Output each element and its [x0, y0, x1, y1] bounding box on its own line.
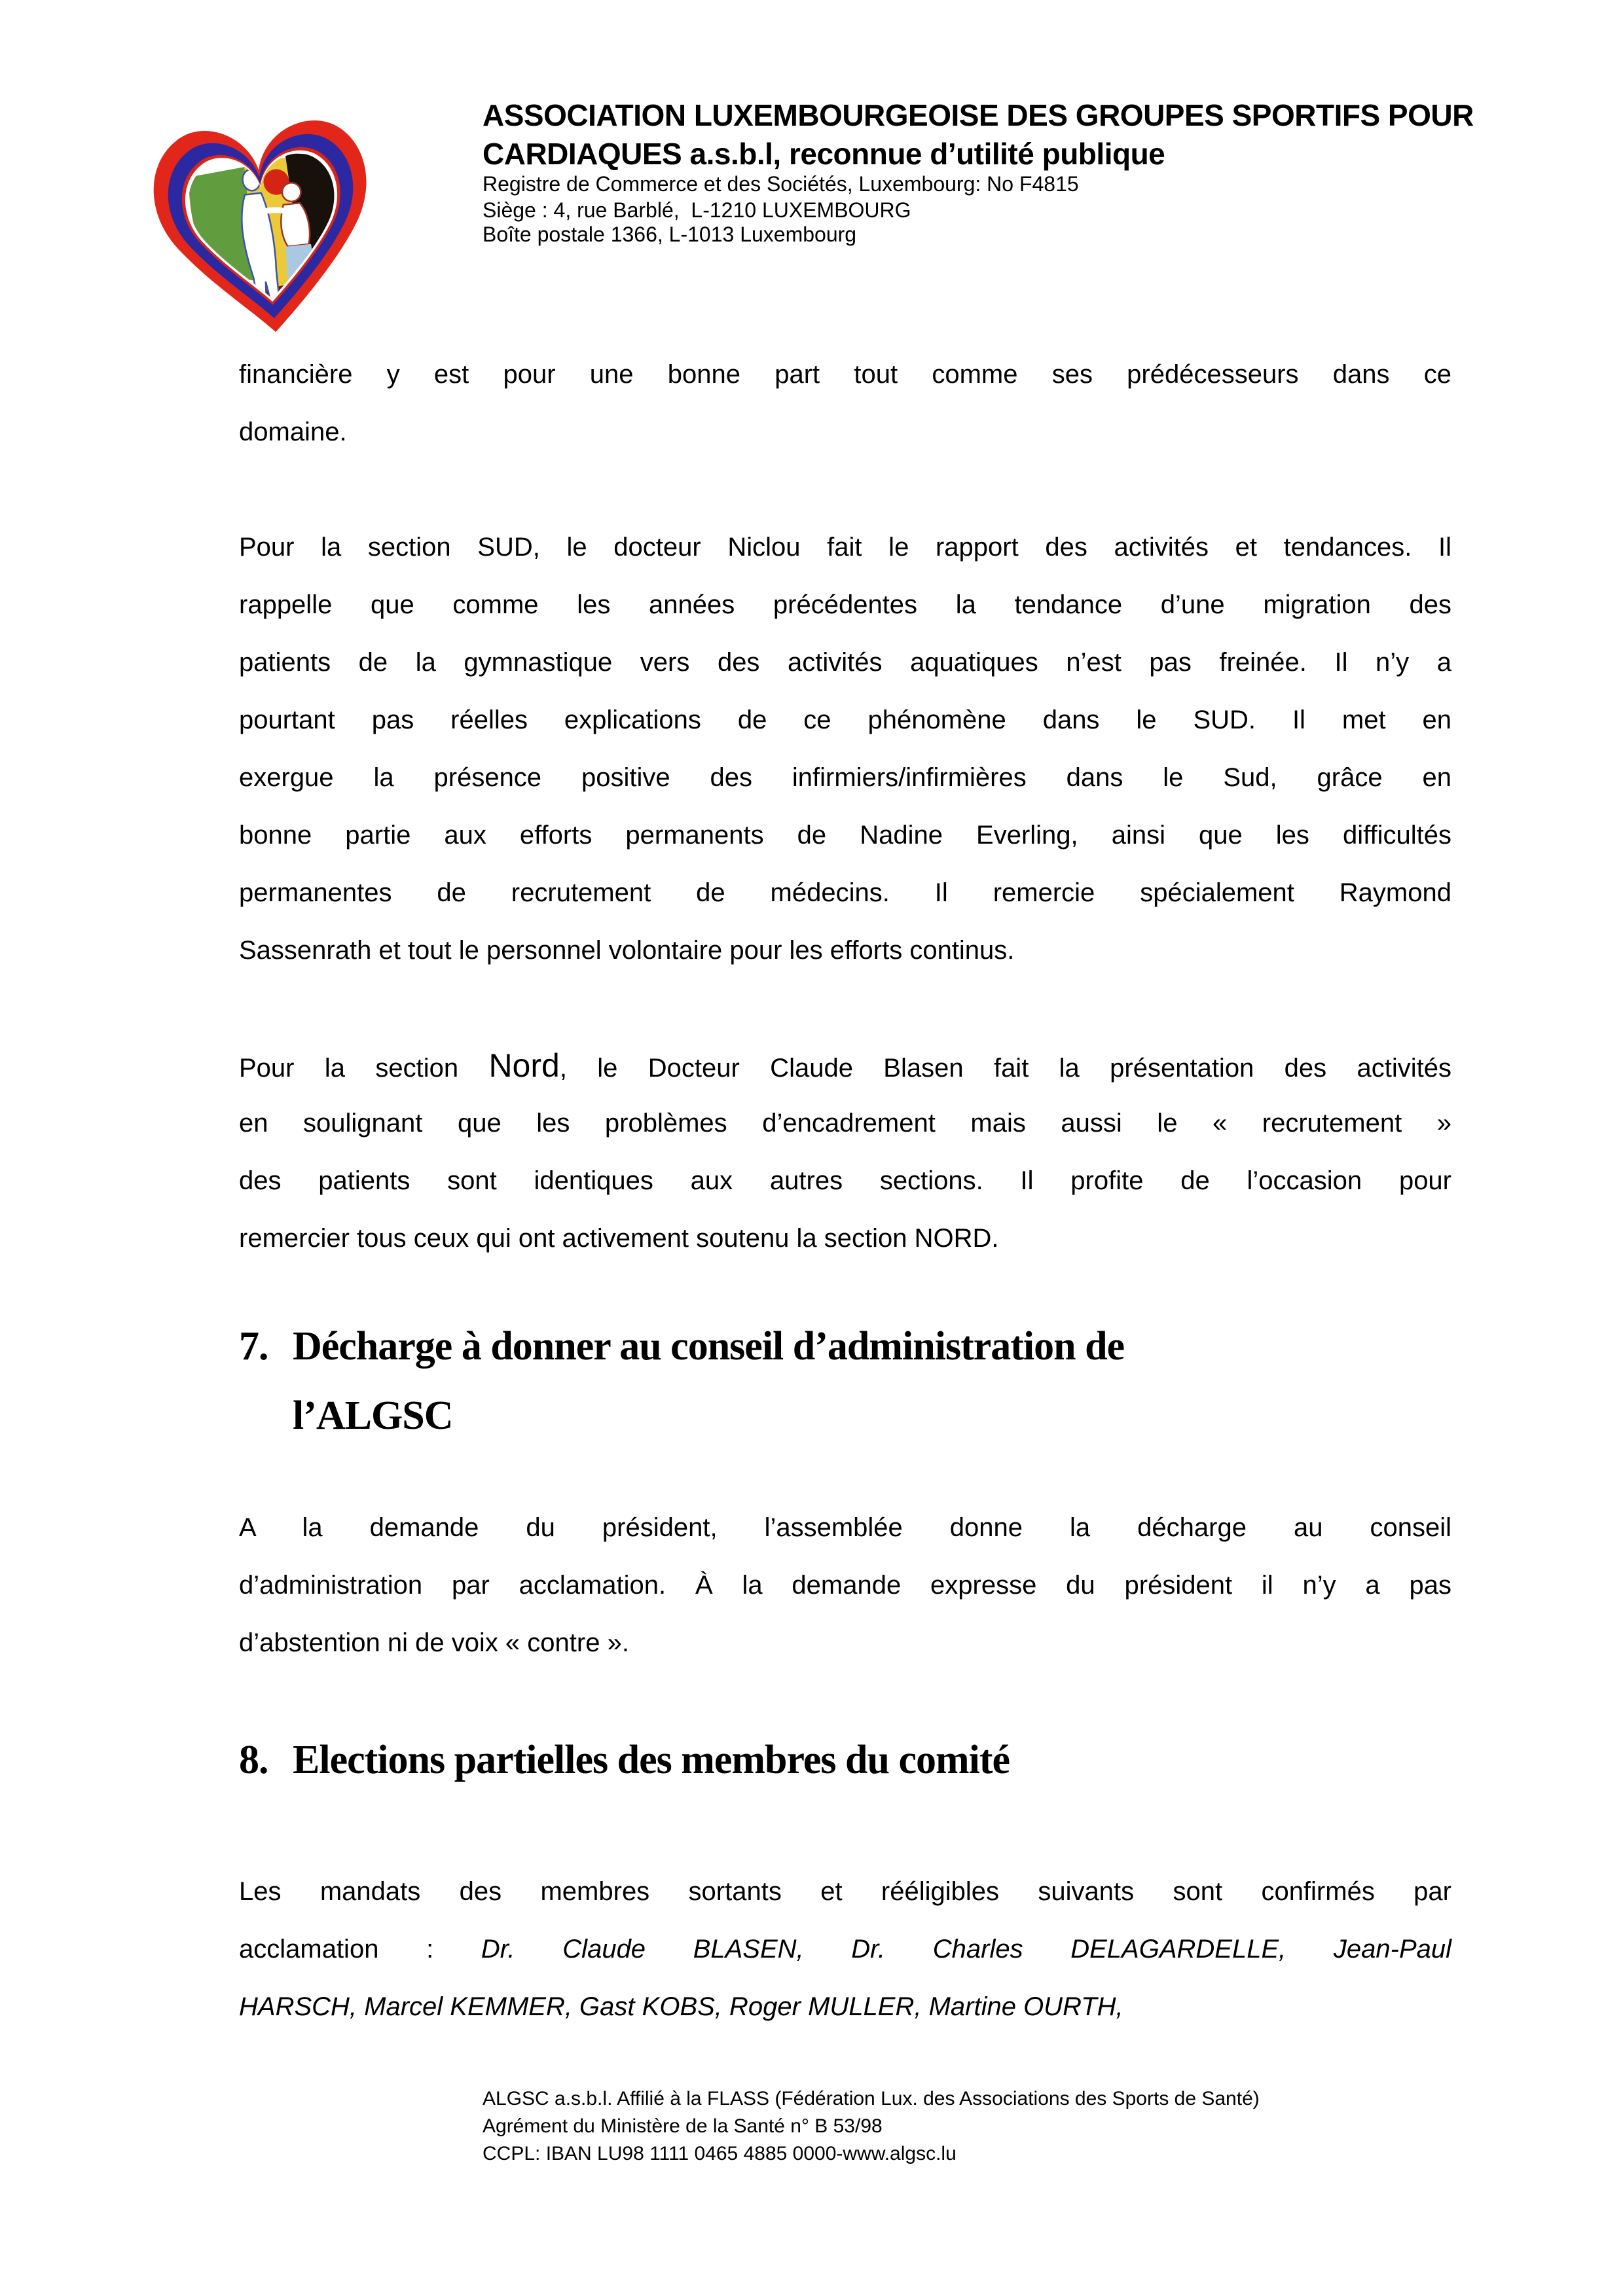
section-heading-7 [239, 1312, 1451, 1450]
document-footer [483, 2085, 1260, 2168]
heart-dancers-logo-icon [148, 97, 381, 362]
text-line: bonne partie aux efforts permanents de Nadine Everling, ainsi que les difficultés [239, 821, 1451, 850]
text-line [239, 1037, 1451, 1094]
text-line: Sassenrath et tout le personnel volontaire pour les efforts continus. [239, 936, 1015, 965]
heading-number: 8. [239, 1738, 268, 1782]
text-segment: , le Docteur Claude Blasen fait la présentation des activités [559, 1054, 1451, 1083]
text-line: Les mandats des membres sortants et rééligibles suivants sont confirmés par [239, 1877, 1451, 1906]
paragraph-section-sud [239, 518, 1451, 979]
text-line: exergue la présence positive des infirmiers/infirmières dans le Sud, grâce en [239, 763, 1451, 792]
org-title-line2: CARDIAQUES a.s.b.l, reconnue d’utilité publique [483, 137, 1165, 171]
heading-number: 7. [239, 1324, 268, 1369]
text-line: Pour la section SUD, le docteur Niclou fait le rapport des activités et tendances. Il [239, 533, 1451, 562]
text-line: financière y est pour une bonne part tout comme ses prédécesseurs dans ce [239, 360, 1451, 389]
paragraph-decharge [239, 1499, 1451, 1672]
text-line: rappelle que comme les années précédentes la tendance d’une migration des [239, 590, 1451, 619]
heading-text: l’ALGSC [293, 1393, 453, 1438]
text-line: pourtant pas réelles explications de ce phénomène dans le SUD. Il met en [239, 706, 1451, 734]
heading-line [239, 1312, 1451, 1381]
org-title-line1: ASSOCIATION LUXEMBOURGEOISE DES GROUPES SPORTIFS POUR [483, 98, 1474, 132]
paragraph-section-nord [239, 1037, 1451, 1267]
text-line: permanentes de recrutement de médecins. Il remercie spécialement Raymond [239, 878, 1451, 907]
text-line: d’abstention ni de voix « contre ». [239, 1628, 629, 1657]
footer-line-affiliation: ALGSC a.s.b.l. Affilié à la FLASS (Fédération Lux. des Associations des Sports de Santé) [483, 2088, 1260, 2109]
text-line: d’administration par acclamation. À la demande expresse du président il n’y a pas [239, 1571, 1451, 1600]
nord-emphasis: Nord [488, 1047, 560, 1084]
text-line: en soulignant que les problèmes d’encadrement mais aussi le « recrutement » [239, 1109, 1451, 1138]
footer-line-agrement: Agrément du Ministère de la Santé n° B 53/98 [483, 2115, 883, 2137]
text-line [239, 1920, 1451, 1978]
org-seat-line: Siège : 4, rue Barblé, L-1210 LUXEMBOURG [483, 198, 911, 222]
member-names-italic: Dr. Claude BLASEN, Dr. Charles DELAGARDELLE, Jean-Paul [481, 1935, 1452, 1964]
text-line: remercier tous ceux qui ont activement soutenu la section NORD. [239, 1224, 999, 1253]
heading-line [239, 1381, 1451, 1450]
text-line: A la demande du président, l’assemblée donne la décharge au conseil [239, 1513, 1451, 1542]
member-names-italic: HARSCH, Marcel KEMMER, Gast KOBS, Roger MULLER, Martine OURTH, [239, 1992, 1123, 2021]
text-line: domaine. [239, 418, 347, 446]
footer-line-iban: CCPL: IBAN LU98 1111 0465 4885 0000-www.algsc.lu [483, 2143, 957, 2164]
org-postbox-line: Boîte postale 1366, L-1013 Luxembourg [483, 223, 857, 246]
text-segment: acclamation : [239, 1935, 481, 1964]
section-heading-8 [239, 1725, 1451, 1795]
text-segment: Pour la section [239, 1054, 489, 1083]
org-registry-line: Registre de Commerce et des Sociétés, Luxembourg: No F4815 [483, 172, 1079, 196]
heading-line [239, 1725, 1451, 1795]
document-body [239, 346, 1451, 2036]
text-line: patients de la gymnastique vers des activités aquatiques n’est pas freinée. Il n’y a [239, 648, 1451, 677]
paragraph-intro [239, 346, 1451, 461]
heading-text: Décharge à donner au conseil d’administration de [293, 1324, 1125, 1369]
heading-text: Elections partielles des membres du comité [293, 1738, 1010, 1782]
paragraph-elections [239, 1863, 1451, 2036]
text-line: des patients sont identiques aux autres sections. Il profite de l’occasion pour [239, 1166, 1451, 1195]
